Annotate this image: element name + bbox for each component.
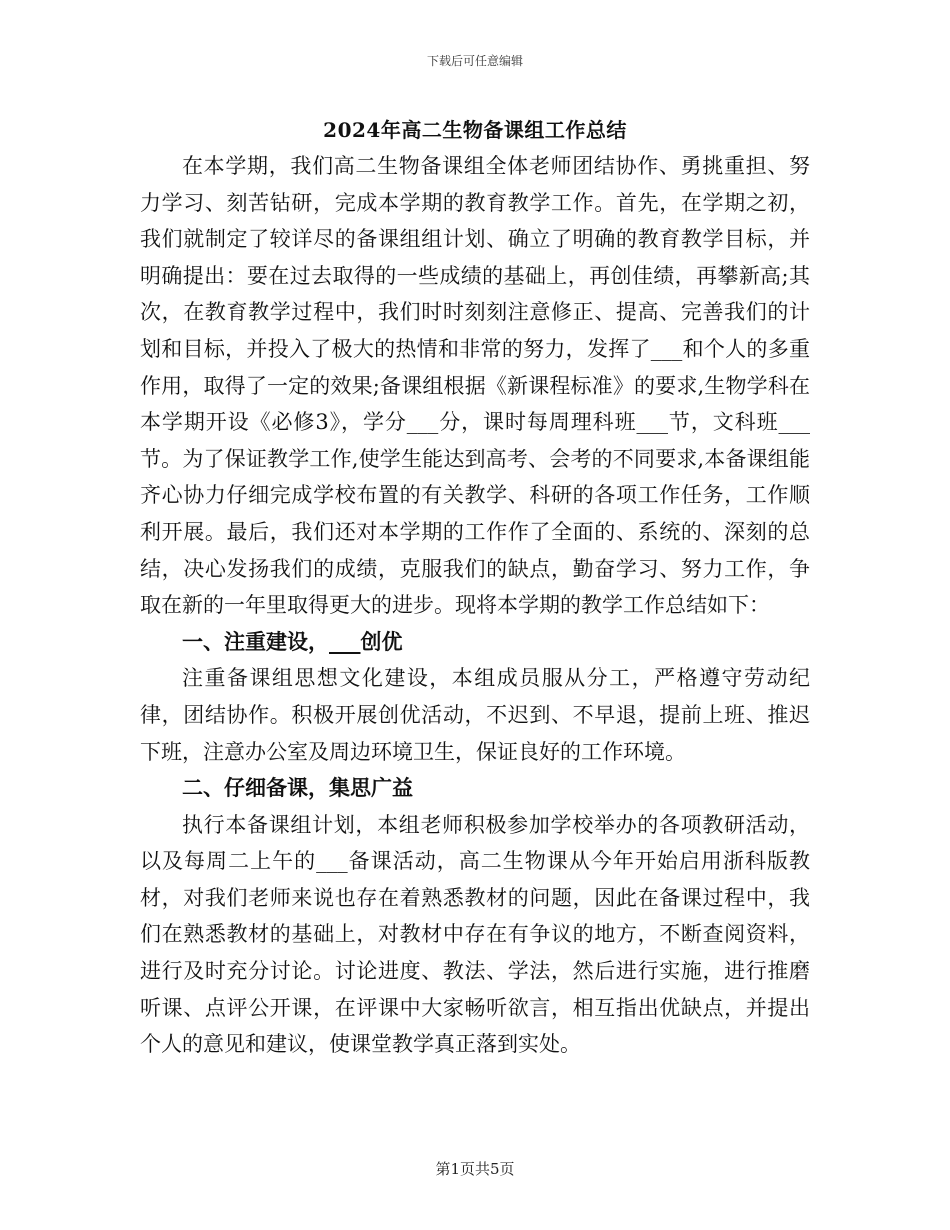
document-body bbox=[140, 148, 810, 1063]
section-2-paragraph: 执行本备课组计划，本组老师积极参加学校举办的各项教研活动，以及每周二上午的___备课活动，高二生物课从今年开始启用浙科版教材，对我们老师来说也存在着熟悉教材的问题，因此在备课过程中，我们在熟悉教材的基础上，对教材中存在有争议的地方，不断查阅资料，进行及时充分讨论。讨论进度、教法、学法，然后进行实施，进行推磨听课、点评公开课，在评课中大家畅听欲言，相互指出优缺点，并提出个人的意见和建议，使课堂教学真正落到实处。 bbox=[140, 812, 810, 1057]
page-number: 第1页共5页 bbox=[435, 1160, 515, 1178]
section-1-heading: 一、注重建设，___创优 bbox=[182, 628, 403, 654]
document-title: 2024年高二生物备课组工作总结 bbox=[323, 118, 627, 142]
section-2-heading: 二、仔细备课，集思广益 bbox=[182, 775, 413, 801]
section-1-paragraph: 注重备课组思想文化建设，本组成员服从分工，严格遵守劳动纪律，团结协作。积极开展创优活动，不迟到、不早退，提前上班、推迟下班，注意办公室及周边环境卫生，保证良好的工作环境。 bbox=[140, 666, 810, 764]
header-note: 下载后可任意编辑 bbox=[426, 54, 523, 68]
intro-paragraph: 在本学期，我们高二生物备课组全体老师团结协作、勇挑重担、努力学习、刻苦钻研，完成本学期的教育教学工作。首先，在学期之初，我们就制定了较详尽的备课组组计划、确立了明确的教育教学目标，并明确提出：要在过去取得的一些成绩的基础上，再创佳绩，再攀新高;其次，在教育教学过程中，我们时时刻刻注意修正、提高、完善我们的计划和目标，并投入了极大的热情和非常的努力，发挥了___和个人的多重作用，取得了一定的效果;备课组根据《新课程标准》的要求,生物学科在本学期开设《必修3》，学分___分，课时每周理科班___节，文科班___节。为了保证教学工作,使学生能达到高考、会考的不同要求,本备课组能齐心协力仔细完成学校布置的有关教学、科研的各项工作任务，工作顺利开展。最后，我们还对本学期的工作作了全面的、系统的、深刻的总结，决心发扬我们的成绩，克服我们的缺点，勤奋学习、努力工作，争取在新的一年里取得更大的进步。现将本学期的教学工作总结如下： bbox=[140, 154, 810, 618]
